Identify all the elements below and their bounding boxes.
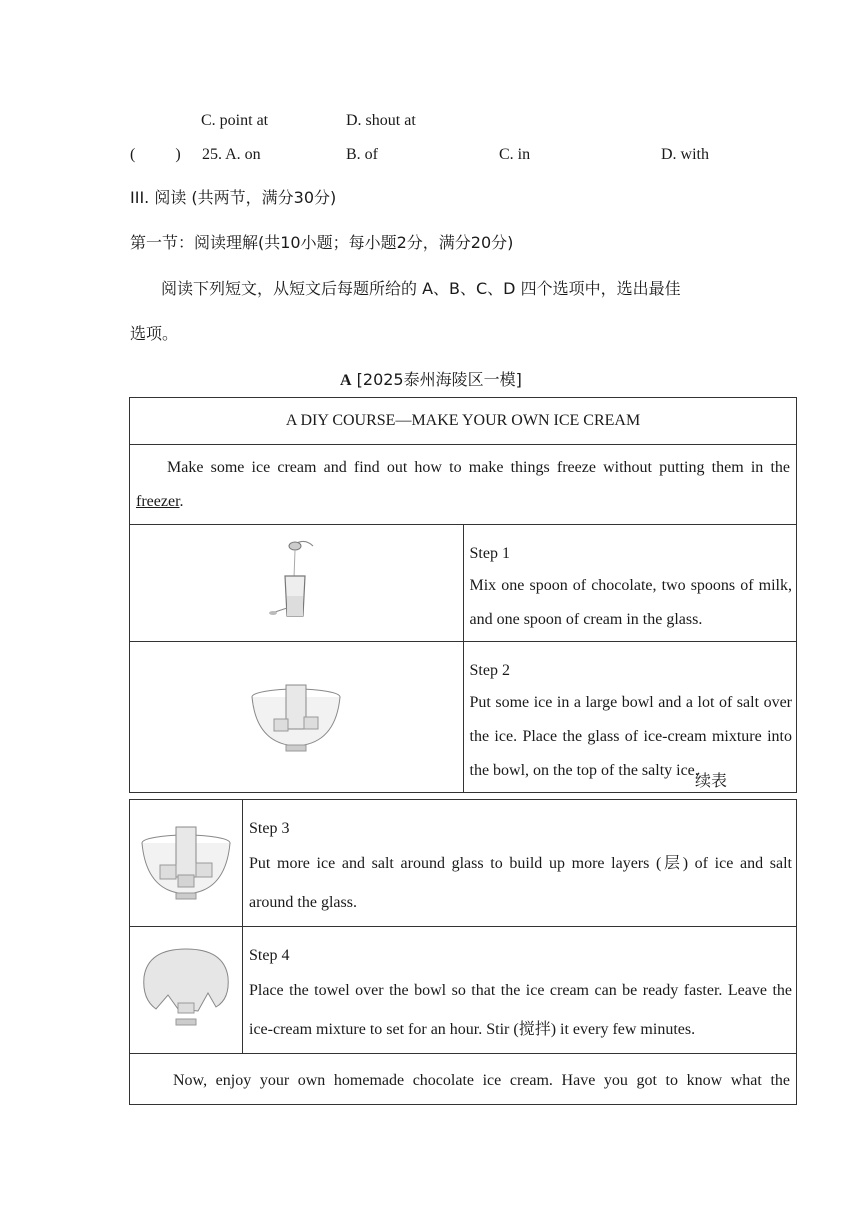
q25-option-a: 25. A. on <box>202 146 261 163</box>
q25-option-d: D. with <box>661 146 709 163</box>
step-text: Mix one spoon of chocolate, two spoons of milk, and one spoon of cream in the glass. <box>469 577 792 628</box>
table-title: A DIY COURSE—MAKE YOUR OWN ICE CREAM <box>130 398 797 445</box>
step-label: Step 1 <box>469 545 510 562</box>
q24-option-c: C. point at <box>201 112 269 129</box>
bowl-illustration <box>130 800 243 927</box>
step-row <box>130 927 797 1054</box>
intro-text: Make some ice cream and find out how to make things freeze without putting them in the <box>167 459 790 476</box>
step-text: Put more ice and salt around glass to build up more layers (层) of ice and salt around the glass. <box>249 855 792 911</box>
step-row <box>130 525 797 642</box>
passage-title <box>340 367 522 390</box>
section-heading: III. 阅读 (共两节，满分30分) <box>130 188 337 207</box>
recipe-table <box>129 397 797 793</box>
passage-source: [2025泰州海陵区一模] <box>351 370 522 389</box>
q25-answer-bracket[interactable] <box>130 146 181 164</box>
bowl-illustration <box>130 642 464 793</box>
passage-letter: A <box>340 372 352 389</box>
glass-illustration <box>130 525 464 642</box>
bowl-with-ice-layers-icon <box>138 819 234 903</box>
intro-period: . <box>179 493 184 510</box>
part-heading: 第一节：阅读理解(共10小题；每小题2分，满分20分) <box>130 233 514 252</box>
instruction-line-2: 选项。 <box>130 324 179 343</box>
closing-text: Now, enjoy your own homemade chocolate ice cream. Have you got to know what the <box>173 1072 790 1089</box>
step-text: Put some ice in a large bowl and a lot of salt over the ice. Place the glass of ice-cream mixture into the bowl, on the top of the salty ice. <box>469 694 792 779</box>
bowl-with-towel-icon <box>138 943 234 1033</box>
recipe-table-continued <box>129 799 797 1105</box>
q24-option-d: D. shout at <box>346 112 416 129</box>
intro-underlined-word: freezer <box>136 493 180 510</box>
intro-cell <box>130 445 797 525</box>
step-label: Step 4 <box>249 947 290 964</box>
q25-paren-open: ( <box>130 146 136 163</box>
bowl-with-glass-icon <box>248 675 344 755</box>
glass-pouring-icon <box>261 536 331 626</box>
step-text: Place the towel over the bowl so that the ice cream can be ready faster. Leave the ice-cream mixture to set for an hour. Stir (搅拌) it every few minutes. <box>249 982 792 1038</box>
q25-paren-close: ) <box>175 146 181 163</box>
q25-option-c: C. in <box>499 146 531 163</box>
step-row <box>130 800 797 927</box>
closing-cell <box>130 1054 797 1105</box>
step-label: Step 3 <box>249 820 290 837</box>
towel-bowl-illustration <box>130 927 243 1054</box>
q25-option-b: B. of <box>346 146 378 163</box>
step-label: Step 2 <box>469 662 510 679</box>
instruction-line-1: 阅读下列短文，从短文后每题所给的 A、B、C、D 四个选项中，选出最佳 <box>161 279 681 298</box>
continued-label: 续表 <box>695 771 728 790</box>
